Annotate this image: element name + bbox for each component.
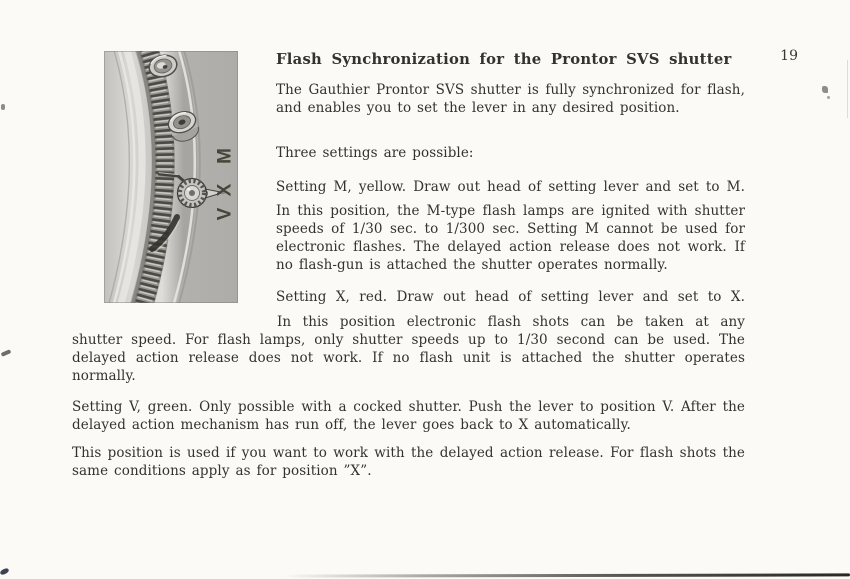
page-number: 19	[780, 48, 798, 64]
shutter-dial-illustration	[104, 51, 238, 303]
dial-label-m: M	[214, 148, 236, 164]
setting-x-body: In this position electronic flash shots can be taken at any shutter speed. For flash lamps, only shutter speeds up to 1/30 second can be used. The delayed action release does not work. If no flash unit is attached the shutter operates normally.	[72, 314, 745, 384]
intro-paragraph: The Gauthier Prontor SVS shutter is fully synchronized for flash, and enables you to set the lever in any desired position.	[276, 82, 745, 116]
setting-v-body: This position is used if you want to work with the delayed action release. For flash shots the same conditions apply as for position ”X”.	[72, 445, 745, 479]
scan-artifact-speck-right-dot	[827, 96, 830, 99]
setting-x-lead: Setting X, red. Draw out head of setting lever and set to X.	[276, 289, 745, 305]
setting-v-lead: Setting V, green. Only possible with a cocked shutter. Push the lever to position V. After the delayed action mechanism has run off, the lever goes back to X automatically.	[72, 399, 745, 433]
scan-artifact-speck-right	[822, 86, 828, 93]
scan-artifact-bottom-edge	[283, 573, 850, 577]
page-title: Flash Synchronization for the Prontor SVS shutter	[276, 51, 732, 68]
dial-label-x: X	[214, 183, 236, 197]
page-content	[72, 48, 745, 480]
shutter-dial-photo	[104, 51, 238, 303]
scan-artifact-speck-left-top	[1, 104, 5, 110]
dial-label-v: V	[214, 207, 236, 221]
scan-artifact-speck-left-bottom	[1, 349, 12, 357]
settings-intro: Three settings are possible:	[276, 145, 474, 161]
setting-lever-knob	[178, 179, 207, 208]
scan-artifact-corner-mark	[0, 567, 10, 576]
setting-m-body: In this position, the M-type flash lamps are ignited with shutter speeds of 1/30 sec. to 1/300 sec. Setting M cannot be used for electronic flashes. The delayed action release does not work. If no flash-gun is attached the shutter operates normally.	[276, 203, 745, 273]
setting-m-lead: Setting M, yellow. Draw out head of setting lever and set to M.	[276, 179, 745, 195]
scan-artifact-right-edge-line	[847, 60, 848, 118]
